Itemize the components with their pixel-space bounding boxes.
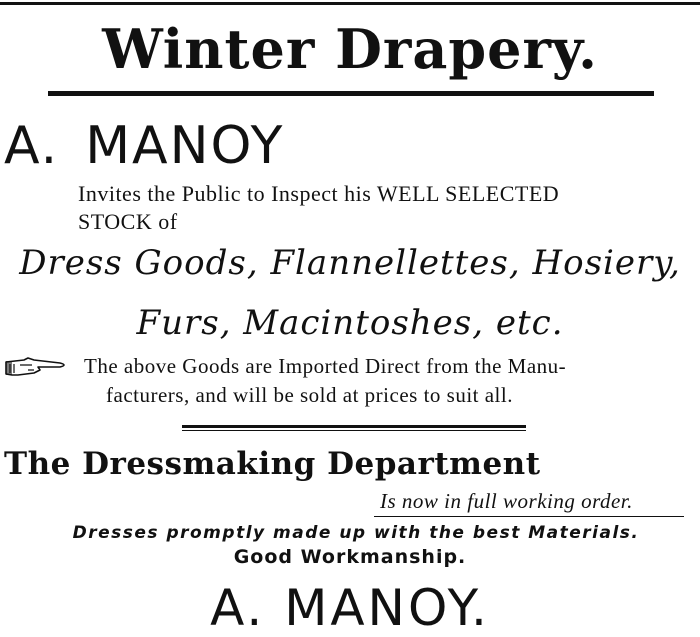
import-notice-line-1: The above Goods are Imported Direct from the Manu- xyxy=(84,354,567,378)
import-notice xyxy=(84,352,566,410)
dressmaking-heading: The Dressmaking Department xyxy=(4,446,541,482)
dressmaking-promise: Dresses promptly made up with the best Materials. xyxy=(72,523,640,543)
status-underline-rule xyxy=(374,516,684,517)
title-underline-rule xyxy=(48,91,654,96)
merchant-surname: MANOY xyxy=(85,116,285,176)
section-divider-rule xyxy=(182,425,526,428)
top-border-rule xyxy=(0,2,700,5)
merchant-initial: A. xyxy=(4,116,60,176)
invitation-line-2: STOCK of xyxy=(78,209,178,234)
invitation-line-1: Invites the Public to Inspect his WELL SELECTED xyxy=(78,181,560,206)
pointing-hand-icon xyxy=(4,356,70,378)
merchant-name-header xyxy=(4,116,284,176)
workmanship-line: Good Workmanship. xyxy=(233,546,467,568)
section-divider-rule-thin xyxy=(182,430,526,431)
goods-list-line-1: Dress Goods, Flannellettes, Hosiery, xyxy=(19,243,681,283)
goods-list-line-2: Furs, Macintoshes, etc. xyxy=(136,303,564,343)
import-notice-line-2: facturers, and will be sold at prices to suit all. xyxy=(106,383,513,407)
invitation-text xyxy=(78,180,559,236)
page-title: Winter Drapery. xyxy=(102,17,598,81)
dressmaking-status: Is now in full working order. xyxy=(380,489,633,513)
merchant-signature: A. MANOY. xyxy=(210,579,490,637)
